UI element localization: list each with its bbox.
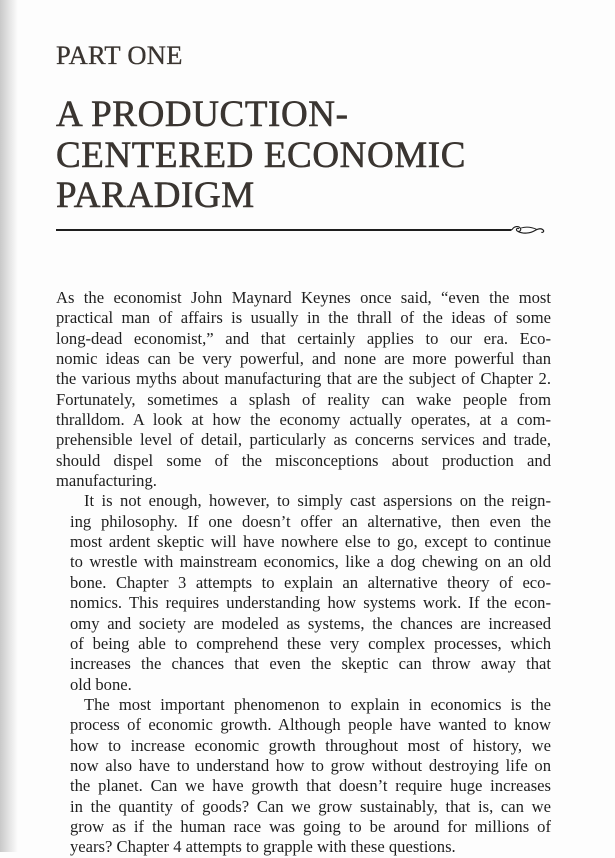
body-text — [56, 288, 551, 858]
text-line: long-dead economist,” and that certainly applies to our era. Eco- — [56, 328, 551, 348]
text-line: to wrestle with mainstream economics, like a dog chewing on an old — [70, 552, 551, 572]
text-line: thralldom. A look at how the economy actually operates, at a com- — [56, 410, 551, 430]
paragraph-3 — [56, 695, 551, 858]
text-line: prehensible level of detail, particularly as concerns services and trade, — [56, 430, 551, 450]
part-title-line-3: PARADIGM — [56, 175, 255, 216]
text-line: the planet. Can we have growth that doesn’t require huge increases — [70, 776, 551, 796]
text-line: It is not enough, however, to simply cast aspersions on the reign- — [84, 491, 551, 511]
part-title-line-2: CENTERED ECONOMIC — [56, 134, 466, 176]
text-line: the various myths about manufacturing that are the subject of Chapter 2. — [56, 369, 551, 389]
text-line: now also have to understand how to grow without destroying life on — [70, 755, 551, 775]
text-line: years? Chapter 4 attempts to grapple with these questions. — [70, 837, 456, 857]
text-line: how to increase economic growth throughout most of history, we — [70, 735, 551, 755]
horizontal-rule — [56, 229, 511, 231]
text-line: nomic ideas can be very powerful, and none are more powerful than — [56, 349, 551, 369]
text-line: omy and society are modeled as systems, the chances are increased — [70, 613, 551, 633]
text-line: nomics. This requires understanding how systems work. If the econ- — [70, 593, 551, 613]
text-line: bone. Chapter 3 attempts to explain an alternative theory of eco- — [70, 572, 551, 592]
text-line: should dispel some of the misconceptions about production and — [56, 450, 551, 470]
text-line: process of economic growth. Although people have wanted to know — [70, 715, 551, 735]
title-rule — [56, 222, 551, 238]
text-line: grow as if the human race was going to be around for millions of — [70, 816, 551, 836]
text-line: ing philosophy. If one doesn’t offer an alternative, then even the — [70, 511, 551, 531]
text-line: practical man of affairs is usually in the thrall of the ideas of some — [56, 308, 551, 328]
part-title-line-1: A PRODUCTION- — [56, 94, 349, 135]
paragraph-2 — [56, 491, 551, 694]
text-line: in the quantity of goods? Can we grow sustainably, that is, can we — [70, 796, 551, 816]
flourish-scroll-icon — [508, 222, 548, 238]
text-line: old bone. — [70, 674, 132, 694]
text-line: Fortunately, sometimes a splash of reality can wake people from — [56, 389, 551, 409]
text-line: manufacturing. — [56, 471, 157, 491]
part-title — [56, 95, 466, 217]
text-line: most ardent skeptic will have nowhere else to go, except to continue — [70, 532, 551, 552]
paragraph-1 — [56, 288, 551, 491]
book-gutter-shadow — [0, 0, 18, 852]
text-line: The most important phenomenon to explain in economics is the — [84, 694, 551, 714]
text-line: As the economist John Maynard Keynes once said, “even the most — [56, 288, 551, 307]
part-label: PART ONE — [56, 40, 183, 70]
text-line: of being able to comprehend these very complex processes, which — [70, 633, 551, 653]
text-line: increases the chances that even the skeptic can throw away that — [70, 654, 551, 674]
